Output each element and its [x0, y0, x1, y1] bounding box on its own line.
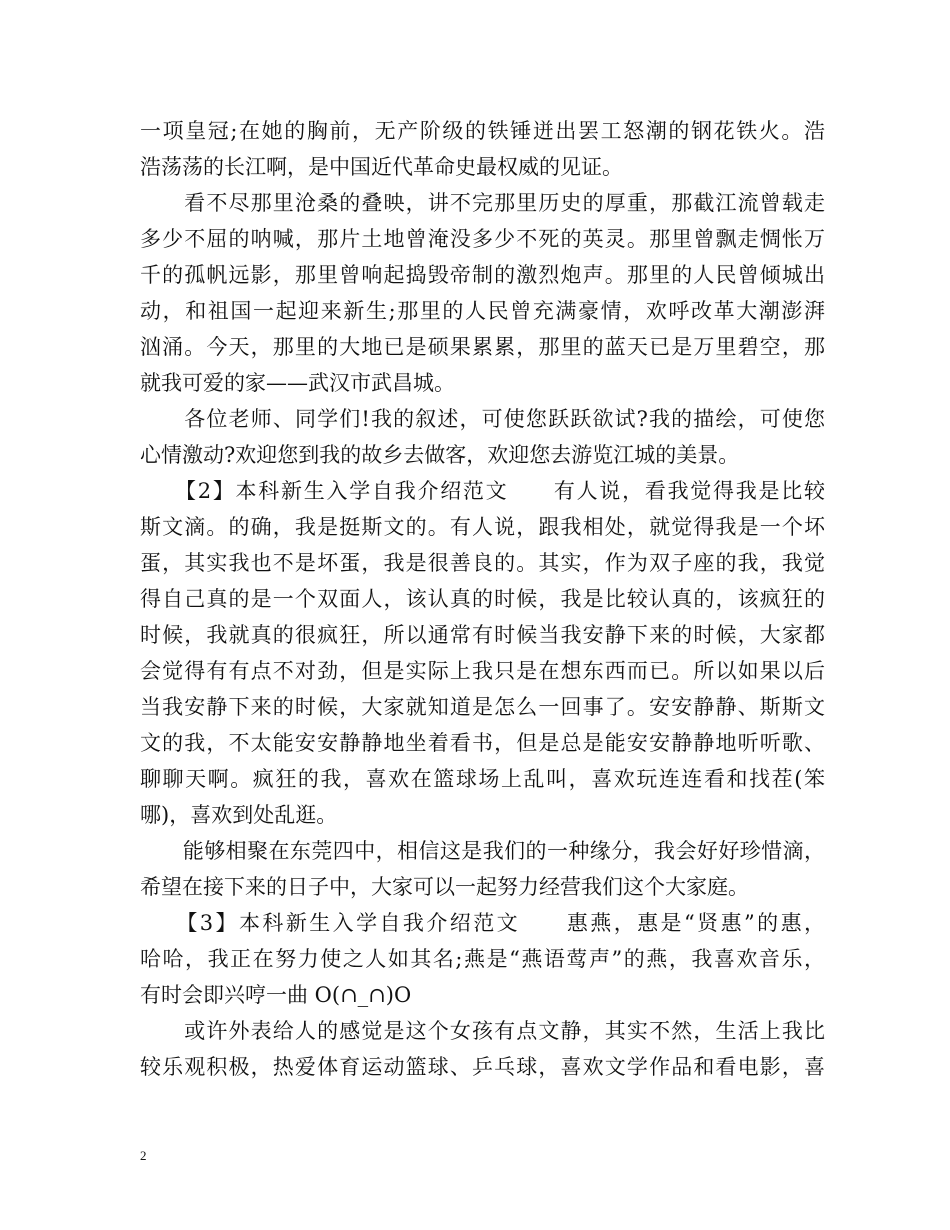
text-line: 得自己真的是一个双面人，该认真的时候，我是比较认真的，该疯狂的 [140, 587, 825, 611]
text-line: 各位老师、同学们!我的叙述，可使您跃跃欲试?我的描绘，可使您 [140, 407, 825, 431]
section-heading-line: 【2】本科新生入学自我介绍范文 有人说，看我觉得我是比较 [140, 479, 825, 503]
text-line: 浩荡荡的长江啊，是中国近代革命史最权威的见证。 [140, 155, 623, 179]
text-line: 希望在接下来的日子中，大家可以一起努力经营我们这个大家庭。 [140, 875, 749, 899]
text-line: 多少不屈的呐喊，那片土地曾淹没多少不死的英灵。那里曾飘走惆怅万 [140, 227, 825, 251]
text-line: 时候，我就真的很疯狂，所以通常有时候当我安静下来的时候，大家都 [140, 623, 825, 647]
text-line: 会觉得有有点不对劲，但是实际上我只是在想东西而已。所以如果以后 [140, 659, 825, 683]
text-line: 哈哈，我正在努力使之人如其名;燕是“燕语莺声”的燕，我喜欢音乐， [140, 947, 825, 971]
text-line: 蛋，其实我也不是坏蛋，我是很善良的。其实，作为双子座的我，我觉 [140, 551, 825, 575]
text-line: 动，和祖国一起迎来新生;那里的人民曾充满豪情，欢呼改革大潮澎湃 [140, 299, 825, 323]
text-line: 一项皇冠;在她的胸前，无产阶级的铁锤迸出罢工怒潮的钢花铁火。浩 [140, 119, 825, 143]
text-line: 斯文滴。的确，我是挺斯文的。有人说，跟我相处，就觉得我是一个坏 [140, 515, 825, 539]
page-number: 2 [140, 1148, 147, 1163]
text-line: 能够相聚在东莞四中，相信这是我们的一种缘分，我会好好珍惜滴， [140, 839, 825, 863]
text-line: 或许外表给人的感觉是这个女孩有点文静，其实不然，生活上我比 [140, 1019, 825, 1043]
text-line: 心情激动?欢迎您到我的故乡去做客，欢迎您去游览江城的美景。 [140, 443, 740, 467]
text-line: 汹涌。今天，那里的大地已是硕果累累，那里的蓝天已是万里碧空，那 [140, 335, 825, 359]
text-line: 聊聊天啊。疯狂的我，喜欢在篮球场上乱叫，喜欢玩连连看和找茬(笨 [140, 767, 825, 791]
text-line: 当我安静下来的时候，大家就知道是怎么一回事了。安安静静、斯斯文 [140, 695, 825, 719]
text-line: 较乐观积极，热爱体育运动篮球、乒乓球，喜欢文学作品和看电影，喜 [140, 1055, 825, 1079]
text-line: 哪)，喜欢到处乱逛。 [140, 803, 338, 827]
section-heading-line: 【3】本科新生入学自我介绍范文 惠燕，惠是“贤惠”的惠， [140, 911, 825, 935]
text-line: 千的孤帆远影，那里曾响起捣毁帝制的激烈炮声。那里的人民曾倾城出 [140, 263, 825, 287]
text-line: 就我可爱的家——武汉市武昌城。 [140, 371, 455, 395]
text-line: 看不尽那里沧桑的叠映，讲不完那里历史的厚重，那截江流曾载走 [140, 191, 825, 215]
text-line: 文的我，不太能安安静静地坐着看书，但是总是能安安静静地听听歌、 [140, 731, 825, 755]
text-line: 有时会即兴哼一曲 O(∩_∩)O [140, 983, 412, 1007]
